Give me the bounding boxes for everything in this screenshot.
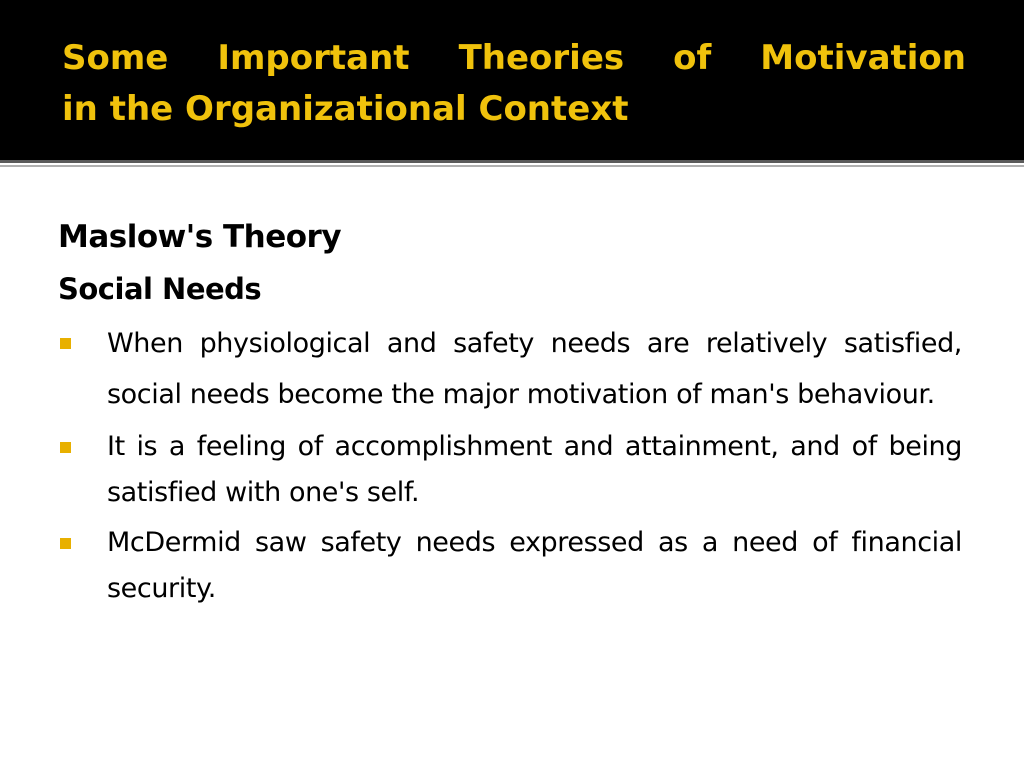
slide-title-line-2: in the Organizational Context [62,89,629,129]
square-bullet-icon [60,538,71,549]
title-divider-light [0,165,1024,167]
list-item [58,318,962,420]
needs-subheading: Social Needs [58,272,262,306]
square-bullet-icon [60,442,71,453]
bullet-text: When physiological and safety needs are relatively satisfied, social needs become the major motivation of man's behaviour. [107,328,962,410]
bullet-list [58,318,962,612]
list-item [58,424,962,516]
list-item [58,520,962,612]
slide-body [58,212,962,612]
square-bullet-icon [60,338,71,349]
bullet-text: It is a feeling of accomplishment and attainment, and of being satisfied with one's self. [107,431,962,508]
theory-heading: Maslow's Theory [58,219,342,255]
slide-title-line-1: Some Important Theories of Motivation [62,38,966,78]
title-bar [0,0,1024,160]
title-divider-dark [0,160,1024,163]
slide-title [62,33,966,135]
bullet-text: McDermid saw safety needs expressed as a need of financial security. [107,527,962,604]
